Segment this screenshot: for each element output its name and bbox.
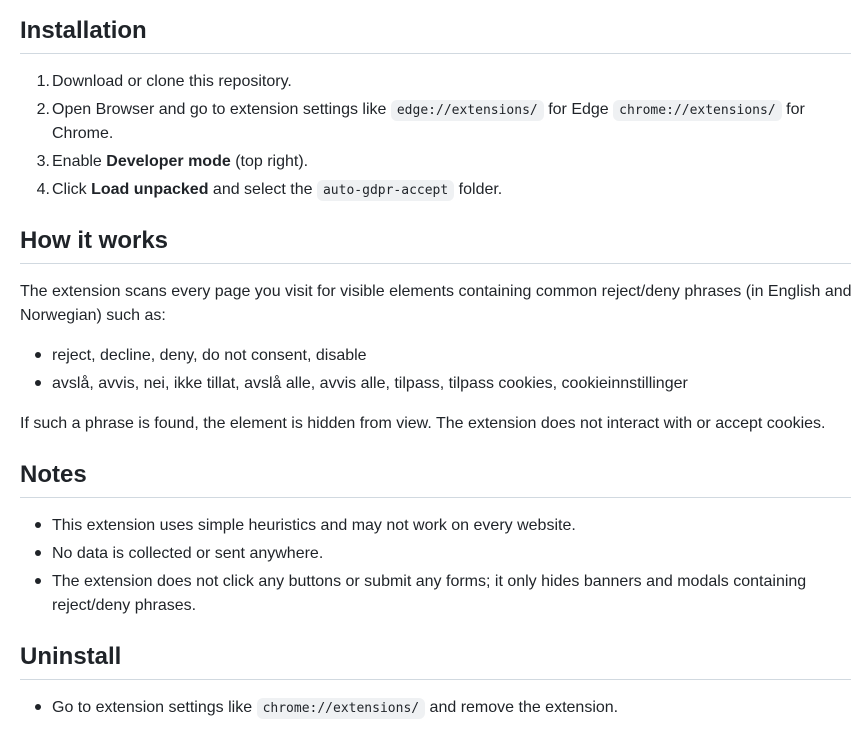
how-intro-line-1: The extension scans every page you visit for visible elements containing common reject/deny phrases (in English and [20, 283, 852, 300]
heading-how-it-works: How it works [20, 226, 851, 264]
heading-notes: Notes [20, 460, 851, 498]
heading-uninstall: Uninstall [20, 642, 851, 680]
step-text: Click [52, 181, 92, 198]
install-step-4 [52, 178, 502, 203]
bold-load-unpacked: Load unpacked [91, 181, 209, 198]
step-number: 4. [36, 181, 50, 198]
code-chrome-extensions: chrome://extensions/ [257, 698, 426, 719]
step-text: for Edge [543, 101, 614, 118]
code-edge-extensions: edge://extensions/ [391, 100, 544, 121]
step-text: (top right). [230, 153, 309, 170]
uninstall-text: Go to extension settings like [52, 699, 257, 716]
step-text: for [781, 101, 805, 118]
step-text: and select the [208, 181, 317, 198]
code-folder-name: auto-gdpr-accept [317, 180, 454, 201]
bold-developer-mode: Developer mode [106, 153, 231, 170]
step-number: 3. [36, 153, 50, 170]
bullet-dot [35, 550, 41, 556]
phrase-list-norwegian: avslå, avvis, nei, ikke tillat, avslå alle, avvis alle, tilpass, tilpass cookies, cookieinnstillinger [52, 375, 688, 392]
step-text: Enable [52, 153, 107, 170]
step-number: 1. [36, 73, 50, 90]
step-number: 2. [36, 101, 50, 118]
install-step-2 [52, 98, 805, 123]
heading-installation: Installation [20, 16, 851, 54]
how-intro-line-2: Norwegian) such as: [20, 307, 166, 324]
bullet-dot [35, 522, 41, 528]
install-step-1: Download or clone this repository. [52, 73, 292, 90]
install-step-3 [52, 150, 308, 174]
install-step-2-continued: Chrome. [52, 125, 114, 142]
uninstall-item [52, 696, 618, 721]
uninstall-text: and remove the extension. [425, 699, 619, 716]
phrase-list-english: reject, decline, deny, do not consent, disable [52, 347, 367, 364]
bullet-dot [35, 380, 41, 386]
note-item: No data is collected or sent anywhere. [52, 545, 324, 562]
bullet-dot [35, 352, 41, 358]
note-item: The extension does not click any buttons or submit any forms; it only hides banners and modals containing [52, 573, 807, 590]
step-text: Open Browser and go to extension settings like [52, 101, 391, 118]
how-outro: If such a phrase is found, the element is hidden from view. The extension does not interact with or accept cookies. [20, 415, 826, 432]
bullet-dot [35, 578, 41, 584]
bullet-dot [35, 704, 41, 710]
code-chrome-extensions: chrome://extensions/ [613, 100, 782, 121]
note-item-continued: reject/deny phrases. [52, 597, 197, 614]
note-item: This extension uses simple heuristics and may not work on every website. [52, 517, 576, 534]
step-text: folder. [454, 181, 503, 198]
